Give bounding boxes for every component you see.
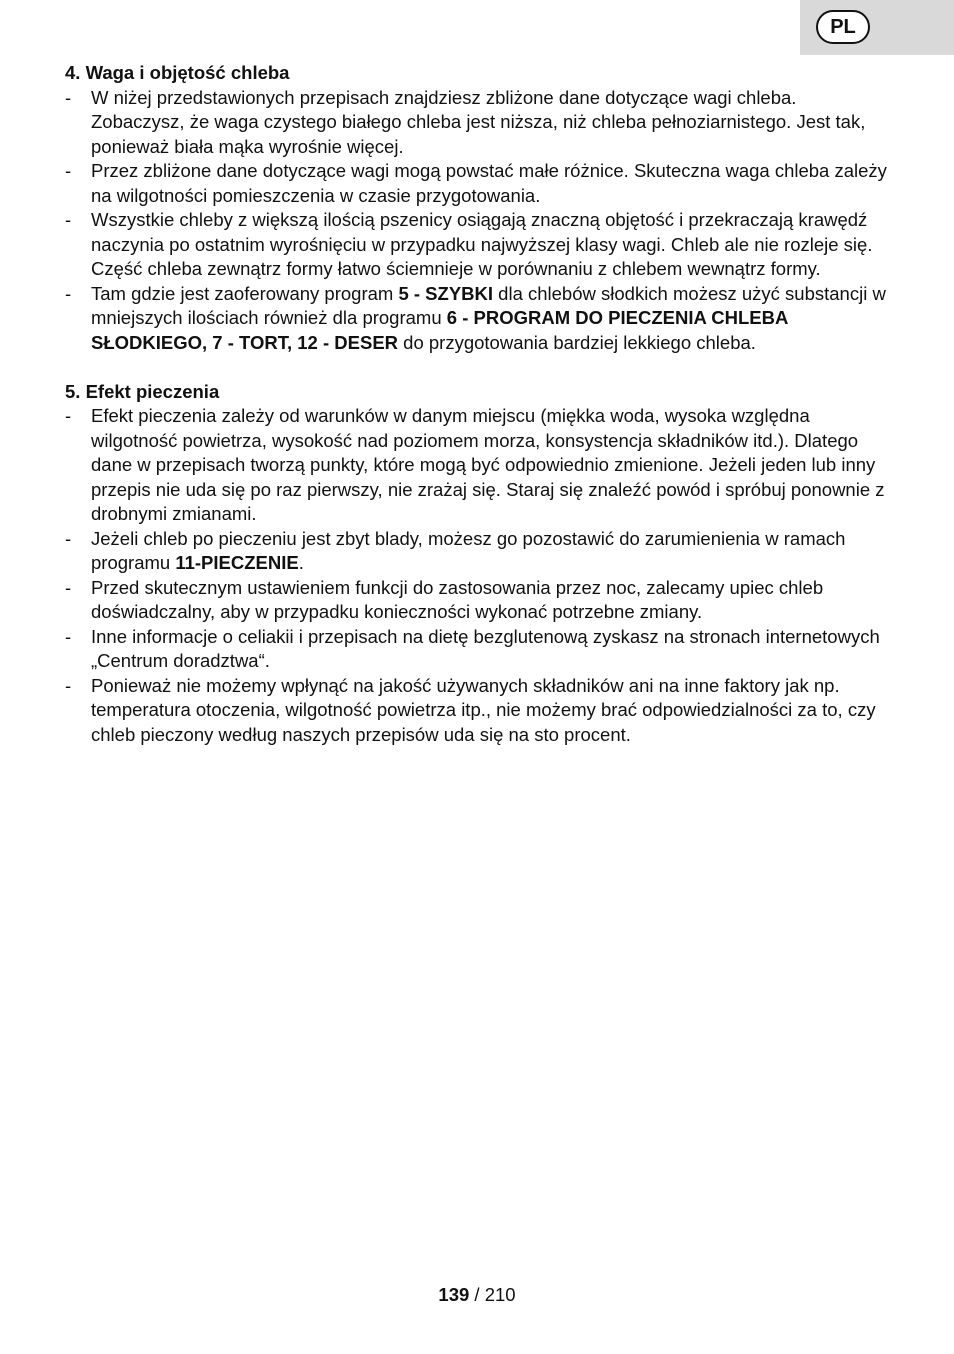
section-list-weight [65, 86, 895, 356]
text-segment: . [298, 552, 304, 573]
page-content [65, 61, 895, 747]
section-title-weight: 4. Waga i objętość chleba [65, 62, 290, 83]
page-number [0, 1284, 954, 1306]
section-list-baking [65, 404, 895, 747]
list-item [65, 576, 895, 625]
list-item [65, 208, 895, 282]
bold-text: 5 - SZYBKI [398, 282, 494, 304]
page-current: 139 [438, 1284, 470, 1305]
text-segment: dla chlebów słodkich możesz użyć substancji w mniejszych ilościach również dla programu [91, 282, 886, 328]
list-item [65, 674, 895, 748]
text-segment: Efekt pieczenia zależy od warunków w danym miejscu (miękka woda, wysoka względna wilgotność powietrza, wysokość nad poziomem morza, konsystencja składników itd.). Dlatego dane w przepisach tworzą punkty, które mogą być odpowiednio zmienione. Jeżeli jeden lub inny przepis nie uda się po raz pierwszy, nie zrażaj się. Staraj się znaleźć powód i spróbuj ponownie z drobnymi zmianami. [91, 405, 885, 524]
list-item [65, 404, 895, 527]
list-item [65, 86, 895, 160]
list-item [65, 527, 895, 576]
text-segment: Inne informacje o celiakii i przepisach na dietę bezglutenową zyskasz na stronach internetowych „Centrum doradztwa“. [91, 625, 880, 671]
list-item [65, 159, 895, 208]
text-segment: do przygotowania bardziej lekkiego chleba. [398, 331, 756, 353]
bold-text: 6 - PROGRAM DO PIECZENIA CHLEBA SŁODKIEGO, 7 - TORT, 12 - DESER [91, 307, 788, 353]
text-segment: Wszystkie chleby z większą ilością pszenicy osiągają znaczną objętość i przekraczają krawędź naczynia po ostatnim wyrośnięciu w przypadku najwyższej klasy wagi. Chleb ale nie rozleje się. Część chleba zewnątrz formy łatwo ściemnieje w porównaniu z chlebem wewnątrz formy. [91, 209, 873, 279]
page-total: 210 [484, 1284, 516, 1305]
text-segment: Przez zbliżone dane dotyczące wagi mogą powstać małe różnice. Skuteczna waga chleba zależy na wilgotności pomieszczenia w czasie przygotowania. [91, 160, 887, 206]
section-gap [65, 355, 895, 380]
page-separator: / [474, 1284, 480, 1305]
list-item [65, 625, 895, 674]
list-item [65, 282, 895, 356]
text-segment: Ponieważ nie możemy wpłynąć na jakość używanych składników ani na inne faktory jak np. temperatura otoczenia, wilgotność powietrza itp., nie możemy brać odpowiedzialności za to, czy chleb pieczony według naszych przepisów uda się na sto procent. [91, 674, 876, 745]
text-segment: W niżej przedstawionych przepisach znajdziesz zbliżone dane dotyczące wagi chleba. Zobaczysz, że waga czystego białego chleba jest niższa, niż chleba pełnoziarnistego. Jest tak, ponieważ biała mąka wyrośnie więcej. [91, 86, 866, 157]
language-badge: PL [816, 10, 870, 44]
bold-text: 11-PIECZENIE [175, 552, 299, 573]
text-segment: Przed skutecznym ustawieniem funkcji do zastosowania przez noc, zalecamy upiec chleb doświadczalny, aby w przypadku konieczności wykonać potrzebne zmiany. [91, 576, 824, 622]
text-segment: Tam gdzie jest zaoferowany program [91, 282, 399, 304]
language-tab [800, 0, 954, 55]
section-title-baking: 5. Efekt pieczenia [65, 380, 220, 402]
text-segment: Jeżeli chleb po pieczeniu jest zbyt blady, możesz go pozostawić do zarumienienia w ramach programu [91, 527, 846, 573]
